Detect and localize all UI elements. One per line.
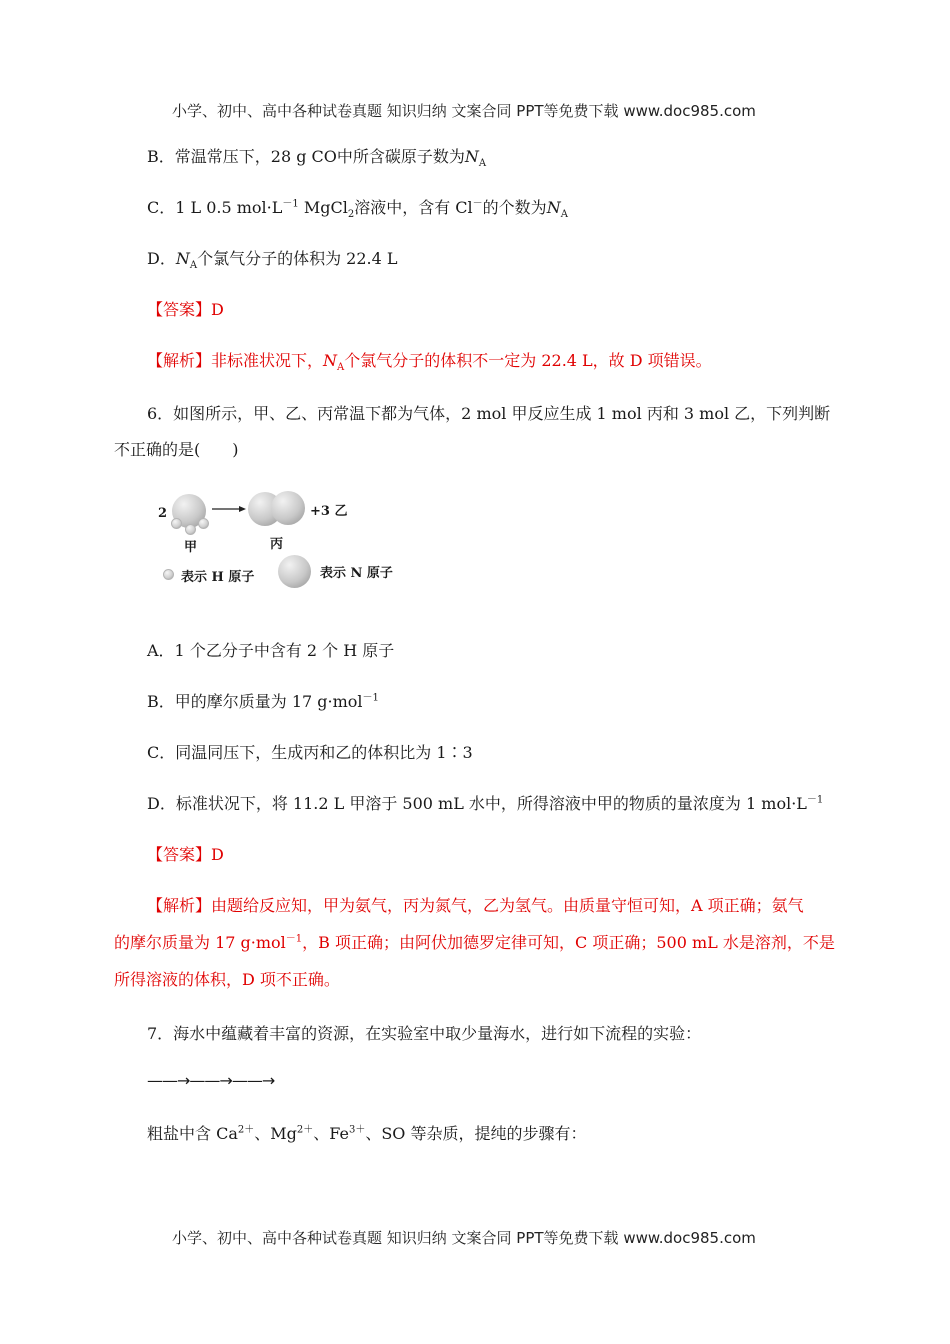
q6-option-c: C．同温同压下，生成丙和乙的体积比为 1∶3	[147, 743, 473, 762]
q7-stem: 7．海水中蕴藏着丰富的资源，在实验室中取少量海水，进行如下流程的实验：	[147, 1024, 702, 1043]
q5-option-b	[147, 147, 487, 170]
label-jia: 甲	[184, 540, 198, 555]
q6-analysis-line3: 所得溶液的体积，D 项不正确。	[114, 970, 340, 989]
q7-text-3: 、Fe	[313, 1124, 349, 1143]
q7-flow-arrows: ——→——→——→	[147, 1071, 275, 1090]
q7-impurities-line	[147, 1124, 587, 1144]
q7-text-1: 粗盐中含 Ca	[147, 1124, 238, 1143]
q5-option-c-text-3: 溶液中，含有 Cl	[354, 198, 473, 217]
q5-option-d: D．$N_A$个氯气分子的体积为 22.4 L	[147, 249, 398, 272]
q5-option-c-text-2: MgCl	[298, 198, 348, 217]
q5-analysis	[147, 351, 712, 374]
superscript-neg1: －1	[362, 692, 379, 704]
q5-option-b-text: B．常温常压下，28 g CO中所含碳原子数为	[147, 147, 465, 166]
label-plus3-yi: +3 乙	[310, 504, 348, 519]
q6-option-d-text: D．标准状况下，将 11.2 L 甲溶于 500 mL 水中，所得溶液中甲的物质的量浓度为 1 mol·L	[147, 794, 807, 813]
q5-option-c-text-1: C．1 L 0.5 mol·L	[147, 198, 283, 217]
q6-option-b-text: B．甲的摩尔质量为 17 g·mol	[147, 692, 363, 711]
h-atom-ball	[171, 518, 182, 529]
q6-option-b	[147, 692, 379, 712]
q6-analysis-line2	[114, 933, 835, 953]
page-footer: 小学、初中、高中各种试卷真题 知识归纳 文案合同 PPT等免费下载 www.doc985.com	[172, 1229, 756, 1247]
avogadro-subscript: A	[189, 260, 198, 272]
h-atom-ball	[198, 518, 209, 529]
superscript-minus: －	[472, 198, 483, 210]
q6-analysis-line1: 【解析】由题给反应知，甲为氨气，丙为氮气，乙为氢气。由质量守恒可知，A 项正确；氨气	[147, 896, 804, 915]
q6-stem-line2: 不正确的是( )	[114, 440, 239, 459]
q6-answer: 【答案】D	[147, 845, 224, 864]
q7-text-4: 、SO 等杂质，提纯的步骤有：	[365, 1124, 587, 1143]
reaction-diagram	[150, 488, 410, 598]
q6-option-a: A．1 个乙分子中含有 2 个 H 原子	[147, 641, 395, 660]
q5-answer: 【答案】D	[147, 300, 224, 319]
q6-analysis-line2-text-2: ，B 项正确；由阿伏加德罗定律可知，C 项正确；500 mL 水是溶剂，不是	[302, 933, 835, 952]
avogadro-symbol: N	[464, 147, 479, 166]
superscript-neg1: －1	[806, 794, 824, 806]
superscript-2plus: 2＋	[296, 1124, 314, 1136]
h-atom-ball	[185, 524, 196, 535]
avogadro-symbol: N	[175, 249, 190, 268]
superscript-2plus: 2＋	[237, 1124, 255, 1136]
avogadro-subscript: A	[478, 158, 487, 170]
q5-option-c	[147, 198, 568, 221]
q5-analysis-text-1: 【解析】非标准状况下，	[147, 351, 324, 370]
reaction-arrow-icon	[212, 502, 246, 516]
q6-option-d	[147, 794, 823, 814]
superscript-neg1: －1	[285, 933, 303, 945]
legend-n-icon	[278, 555, 311, 588]
avogadro-subscript: A	[337, 362, 345, 374]
diagram-coefficient: 2	[158, 506, 168, 521]
q5-option-d-text: 个氯气分子的体积为 22.4 L	[197, 249, 398, 268]
avogadro-subscript: A	[560, 209, 568, 221]
q6-analysis-line2-text-1: 的摩尔质量为 17 g·mol	[114, 933, 286, 952]
legend-h-icon	[163, 569, 174, 580]
legend-h-label: 表示 H 原子	[181, 570, 255, 585]
q7-text-2: 、Mg	[254, 1124, 297, 1143]
superscript-3plus: 3＋	[348, 1124, 366, 1136]
superscript-neg1: －1	[282, 198, 299, 210]
avogadro-symbol: N	[323, 351, 338, 370]
q5-analysis-text-2: 个氯气分子的体积不一定为 22.4 L，故 D 项错误。	[344, 351, 712, 370]
q6-stem-line1: 6．如图所示，甲、乙、丙常温下都为气体，2 mol 甲反应生成 1 mol 丙和 3 mol 乙，下列判断	[147, 404, 831, 423]
n-atom-ball	[271, 491, 305, 525]
legend-n-label: 表示 N 原子	[320, 566, 393, 581]
page-header: 小学、初中、高中各种试卷真题 知识归纳 文案合同 PPT等免费下载 www.doc985.com	[172, 102, 756, 120]
q5-option-c-text-4: 的个数为	[482, 198, 547, 217]
subscript-2: 2	[347, 209, 355, 221]
label-bing: 丙	[270, 537, 284, 552]
avogadro-symbol: N	[546, 198, 561, 217]
